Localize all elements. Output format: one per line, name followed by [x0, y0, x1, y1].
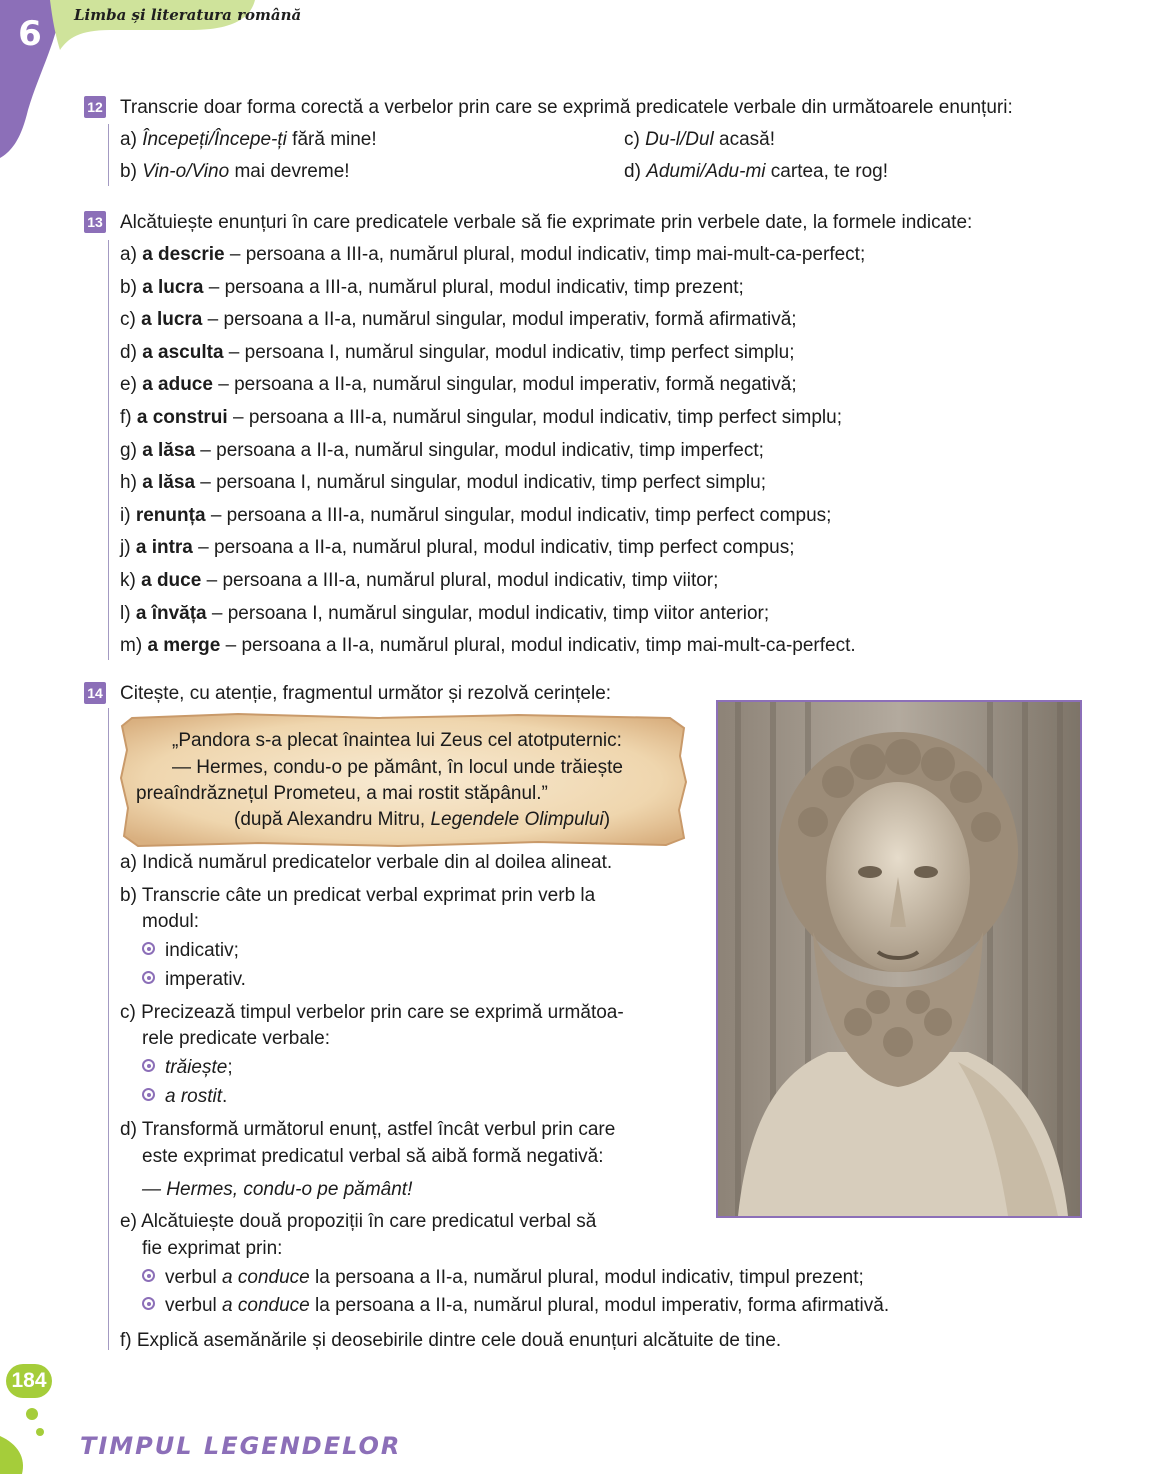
- task-option: [142, 1266, 864, 1290]
- item-verb: a construi: [136, 407, 228, 428]
- exercise-item: [120, 602, 769, 626]
- exercise-rule: [108, 124, 109, 186]
- exercise-item: [120, 569, 718, 593]
- task-option: a rostit.: [142, 1085, 227, 1109]
- task-b: [120, 884, 595, 908]
- item-label: j): [120, 537, 131, 559]
- exercise-item: [120, 243, 865, 267]
- option-text: imperativ.: [165, 969, 246, 990]
- option-verb: a conduce: [222, 1295, 310, 1316]
- bullet-icon: [142, 942, 155, 955]
- item-verb: a aduce: [142, 374, 213, 396]
- task-option: trăiește;: [142, 1056, 233, 1080]
- item-verb: a descrie: [142, 244, 225, 265]
- item-rest: fără mine!: [292, 129, 377, 150]
- exercise-number-badge: 13: [84, 211, 106, 233]
- item-label: f): [120, 407, 132, 428]
- item-verb: a lucra: [142, 276, 204, 298]
- item-verb: a învăța: [135, 602, 207, 624]
- item-description: – persoana a III-a, numărul singular, modul indicativ, timp perfect compus;: [210, 504, 832, 526]
- item-description: – persoana a II-a, numărul plural, modul indicativ, timp mai-mult-ca-perfect.: [225, 635, 856, 657]
- item-description: – persoana a III-a, numărul plural, modul indicativ, timp mai-mult-ca-perfect;: [229, 244, 866, 265]
- item-forms: Vin-o/Vino: [142, 161, 230, 182]
- task-d-quote: [142, 1178, 412, 1202]
- task-option: [142, 1294, 889, 1318]
- item-description: – persoana a II-a, numărul singular, modul imperativ, formă negativă;: [218, 374, 797, 396]
- quote-line: — Hermes, condu-o pe pământ, în locul unde trăiește: [172, 757, 623, 778]
- exercise-prompt: Transcrie doar forma corectă a verbelor prin care se exprimă predicatele verbale din următoarele enunțuri:: [120, 97, 1013, 118]
- item-label: c): [120, 309, 136, 331]
- exercise-number-badge: 14: [84, 682, 106, 704]
- quote-line: „Pandora s-a plecat înaintea lui Zeus cel atotputernic:: [172, 730, 622, 751]
- item-rest: acasă!: [719, 129, 775, 150]
- item-description: – persoana I, numărul singular, modul indicativ, timp perfect simplu;: [200, 472, 766, 494]
- exercise-item: [120, 634, 856, 658]
- item-label: a): [120, 129, 137, 150]
- bullet-icon: [142, 1059, 155, 1072]
- item-rest: cartea, te rog!: [770, 161, 889, 182]
- decorative-dots: [0, 1400, 60, 1474]
- exercise-item: [120, 373, 797, 397]
- exercise-item: [120, 341, 795, 365]
- task-c: c) Precizează timpul verbelor prin care se exprimă următoa-: [120, 1002, 624, 1023]
- item-label: d): [624, 161, 641, 182]
- bullet-icon: [142, 1297, 155, 1310]
- item-label: e): [120, 374, 137, 396]
- option-text: indicativ;: [165, 940, 239, 961]
- exercise-item: [624, 160, 888, 184]
- option-text: trăiește: [165, 1057, 228, 1078]
- item-label: b): [120, 161, 137, 182]
- item-description: – persoana a III-a, numărul plural, modul indicativ, timp viitor;: [206, 570, 719, 591]
- exercise-item: [624, 128, 775, 152]
- item-label: g): [120, 439, 137, 461]
- item-forms: Du-l/Dul: [645, 129, 714, 150]
- item-forms: Adumi/Adu-mi: [646, 161, 766, 182]
- item-label: h): [120, 472, 137, 494]
- exercise-rule: [108, 240, 109, 660]
- zeus-bust-photo: [716, 700, 1082, 1218]
- task-text: b) Transcrie câte un predicat verbal exprimat prin verb la: [120, 885, 596, 906]
- item-verb: a lăsa: [142, 472, 196, 494]
- item-label: l): [120, 602, 131, 624]
- item-label: m): [120, 635, 143, 657]
- exercise-item: [120, 128, 377, 152]
- item-verb: a asculta: [142, 341, 224, 363]
- exercise-item: [120, 439, 764, 463]
- chapter-number: 6: [18, 14, 42, 54]
- option-text: la persoana a II-a, numărul plural, modul indicativ, timpul prezent;: [315, 1267, 864, 1288]
- item-description: – persoana I, numărul singular, modul indicativ, timp viitor anterior;: [211, 602, 770, 624]
- item-description: – persoana a III-a, numărul singular, modul indicativ, timp perfect simplu;: [232, 407, 842, 428]
- exercise-item: [120, 308, 797, 332]
- exercise-number-badge: 12: [84, 96, 106, 118]
- item-verb: a intra: [135, 537, 193, 559]
- item-description: – persoana a III-a, numărul plural, modul indicativ, timp prezent;: [208, 276, 744, 298]
- option-text: verbul: [165, 1267, 217, 1288]
- task-option: [142, 968, 246, 992]
- option-text: a rostit: [165, 1086, 223, 1107]
- item-description: – persoana I, numărul singular, modul indicativ, timp perfect simplu;: [228, 341, 795, 363]
- item-label: k): [120, 570, 136, 591]
- quote-line: preaîndrăznețul Prometeu, a mai rostit stăpânul.”: [136, 783, 548, 804]
- item-description: – persoana a II-a, numărul singular, modul indicativ, timp imperfect;: [200, 439, 764, 461]
- task-d-cont: este exprimat predicatul verbal să aibă formă negativă:: [142, 1146, 604, 1167]
- item-rest: mai devreme!: [234, 161, 350, 182]
- item-verb: a merge: [147, 635, 221, 657]
- item-description: – persoana a II-a, numărul plural, modul indicativ, timp perfect compus;: [198, 537, 795, 559]
- task-e: e) Alcătuiește două propoziții în care predicatul verbal să: [120, 1211, 597, 1232]
- bullet-icon: [142, 1269, 155, 1282]
- task-b-cont: modul:: [142, 911, 200, 932]
- option-verb: a conduce: [222, 1267, 310, 1288]
- source-author: (după Alexandru Mitru,: [234, 809, 426, 830]
- item-label: d): [120, 341, 137, 363]
- item-label: c): [624, 129, 640, 150]
- exercise-item: [120, 276, 744, 300]
- task-a: a) Indică numărul predicatelor verbale din al doilea alineat.: [120, 852, 613, 873]
- item-label: i): [120, 504, 131, 526]
- task-d: d) Transformă următorul enunț, astfel încât verbul prin care: [120, 1119, 616, 1140]
- page-number: 184: [6, 1364, 52, 1398]
- exercise-item: [120, 160, 350, 184]
- exercise-prompt: Alcătuiește enunțuri în care predicatele verbale să fie exprimate prin verbele date, la formele indicate:: [120, 212, 973, 233]
- bullet-icon: [142, 1088, 155, 1101]
- item-forms: Începeți/Începe-ți: [142, 129, 287, 150]
- footer-title: TIMPUL LEGENDELOR: [80, 1432, 402, 1460]
- bullet-icon: [142, 971, 155, 984]
- item-verb: renunța: [135, 504, 206, 526]
- source-close: ): [603, 809, 611, 830]
- item-label: b): [120, 276, 137, 298]
- exercise-prompt: Citește, cu atenție, fragmentul următor și rezolvă cerințele:: [120, 683, 612, 704]
- item-label: a): [120, 244, 137, 265]
- task-e-cont: fie exprimat prin:: [142, 1238, 283, 1259]
- item-verb: a lucra: [141, 309, 203, 331]
- exercise-item: [120, 504, 831, 528]
- task-option: [142, 939, 239, 963]
- task-f: f) Explică asemănările și deosebirile dintre cele două enunțuri alcătuite de tine.: [120, 1330, 782, 1351]
- item-description: – persoana a II-a, numărul singular, modul imperativ, formă afirmativă;: [207, 309, 797, 331]
- task-c-cont: rele predicate verbale:: [142, 1028, 330, 1049]
- source-title: Legendele Olimpului: [430, 809, 604, 830]
- exercise-rule: [108, 708, 109, 1350]
- option-text: verbul: [165, 1295, 217, 1316]
- subject-title: Limba și literatura română: [74, 6, 302, 24]
- exercise-item: [120, 406, 842, 430]
- item-verb: a duce: [141, 570, 202, 591]
- option-text: la persoana a II-a, numărul plural, modul imperativ, forma afirmativă.: [315, 1295, 890, 1316]
- exercise-item: [120, 471, 766, 495]
- quote-text: — Hermes, condu-o pe pământ!: [142, 1179, 413, 1200]
- zeus-bust-icon: [718, 702, 1080, 1216]
- quote-source: [234, 807, 610, 833]
- item-verb: a lăsa: [142, 439, 196, 461]
- exercise-item: [120, 536, 794, 560]
